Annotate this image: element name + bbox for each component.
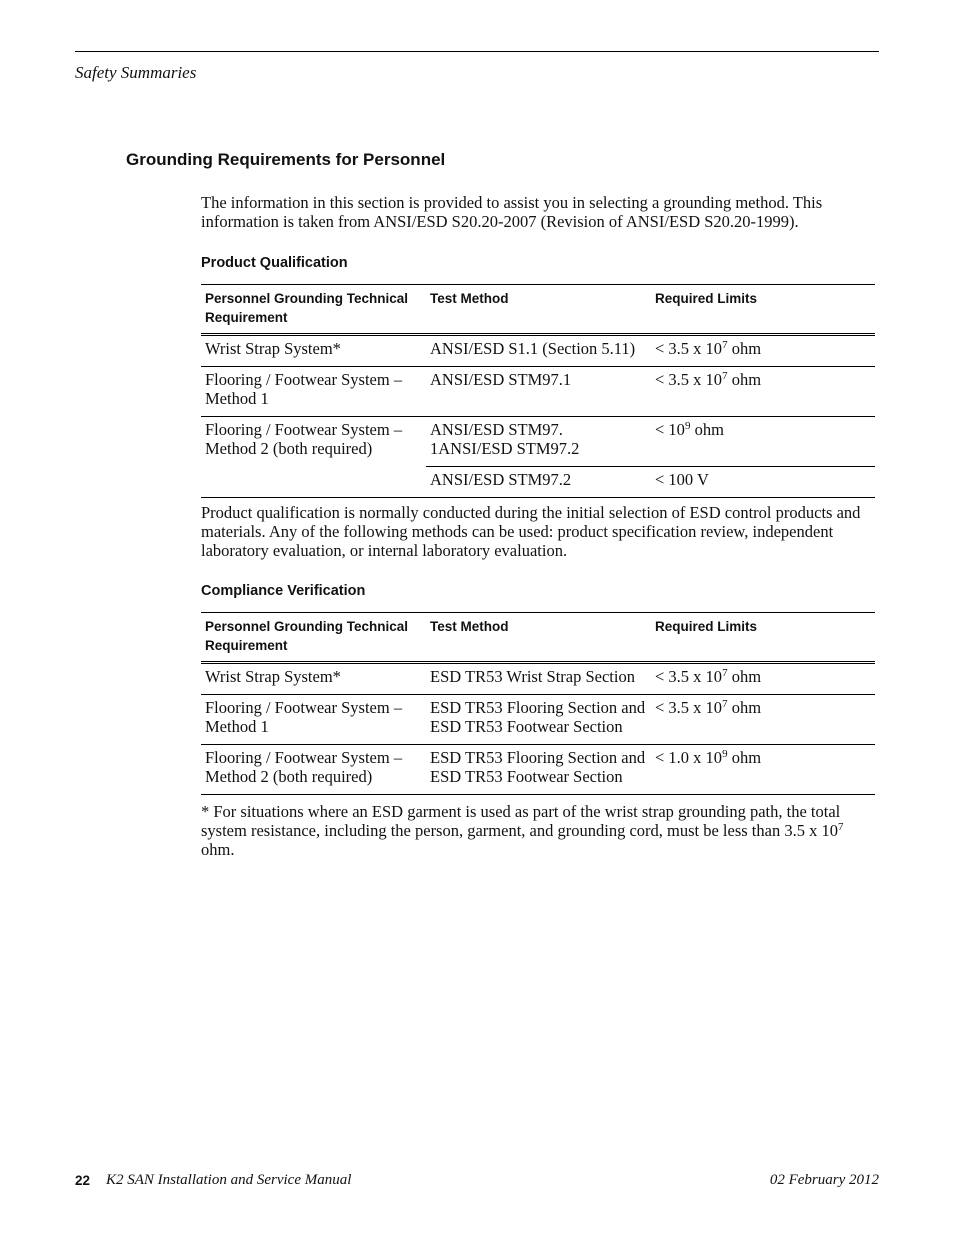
header-rule [75,51,879,52]
required-limit-cell: < 100 V [655,470,709,489]
publication-date: 02 February 2012 [769,1172,879,1188]
product-qualification-note: Product qualification is normally conducted during the initial selection of ESD control products and materials. Any of the following methods can be used: product specification review, independent laboratory evaluation, or internal laboratory evaluation. [201,503,861,560]
test-method-cell: ANSI/ESD STM97. 1ANSI/ESD STM97.2 [426,417,651,467]
required-limit-cell: < 3.5 x $10^7$ ohm [655,370,762,389]
table-row [201,745,875,795]
page-number: 22 [75,1173,91,1188]
intro-paragraph: The information in this section is provided to assist you in selecting a grounding method. This information is taken from ANSI/ESD S20.20-2007 (Revision of ANSI/ESD S20.20-1999). [201,193,823,231]
test-method-cell: ESD TR53 Wrist Strap Section [430,667,635,686]
table-header-row [201,613,875,663]
test-method-cell: ANSI/ESD S1.1 (Section 5.11) [430,339,636,358]
table-row [201,695,875,745]
required-limit-cell: < 3.5 x $10^7$ ohm [655,339,762,358]
running-head: Safety Summaries [75,63,197,82]
required-limit-cell: < 3.5 x $10^7$ ohm [655,667,762,686]
column-header-required-limits: Required Limits [655,619,758,634]
compliance-verification-heading: Compliance Verification [201,583,366,599]
column-header-requirement: Personnel Grounding Technical Requirement [205,291,409,325]
required-limit-cell: < 3.5 x $10^7$ ohm [655,698,762,717]
requirement-cell: Wrist Strap System* [205,667,341,686]
column-header-test-method: Test Method [430,619,509,634]
table-header-row [201,285,875,335]
test-method-cell: ESD TR53 Flooring Section and ESD TR53 Footwear Section [430,748,646,786]
section-title: Grounding Requirements for Personnel [126,150,446,169]
table-row [201,663,875,695]
product-qualification-table [201,284,875,498]
table-row [201,417,875,467]
required-limit-cell: < 1.0 x $10^9$ ohm [655,748,762,767]
compliance-verification-table [201,612,875,795]
requirement-cell: Flooring / Footwear System – Method 2 (both required) [205,748,403,786]
requirement-cell: Flooring / Footwear System – Method 1 [205,370,403,408]
test-method-cell: ANSI/ESD STM97.2 [430,470,572,489]
requirement-cell: Flooring / Footwear System – Method 1 [205,698,403,736]
product-qualification-heading: Product Qualification [201,255,348,271]
table-row [201,367,875,417]
requirement-cell: Wrist Strap System* [205,339,341,358]
test-method-cell: ESD TR53 Flooring Section and ESD TR53 Footwear Section [430,698,646,736]
table-row [201,335,875,367]
required-limit-cell: < $10^9$ ohm [651,417,875,467]
column-header-requirement: Personnel Grounding Technical Requirement [205,619,409,653]
manual-title: K2 SAN Installation and Service Manual [106,1172,352,1188]
column-header-required-limits: Required Limits [655,291,758,306]
test-method-cell: ANSI/ESD STM97.1 [430,370,572,389]
footnote: * For situations where an ESD garment is used as part of the wrist strap grounding path, the total system resistance, including the person, garment, and grounding cord, must be less than 3.5 x $10^7$ ohm. [201,802,844,859]
column-header-test-method: Test Method [430,291,509,306]
requirement-cell: Flooring / Footwear System – Method 2 (both required) [201,417,426,498]
